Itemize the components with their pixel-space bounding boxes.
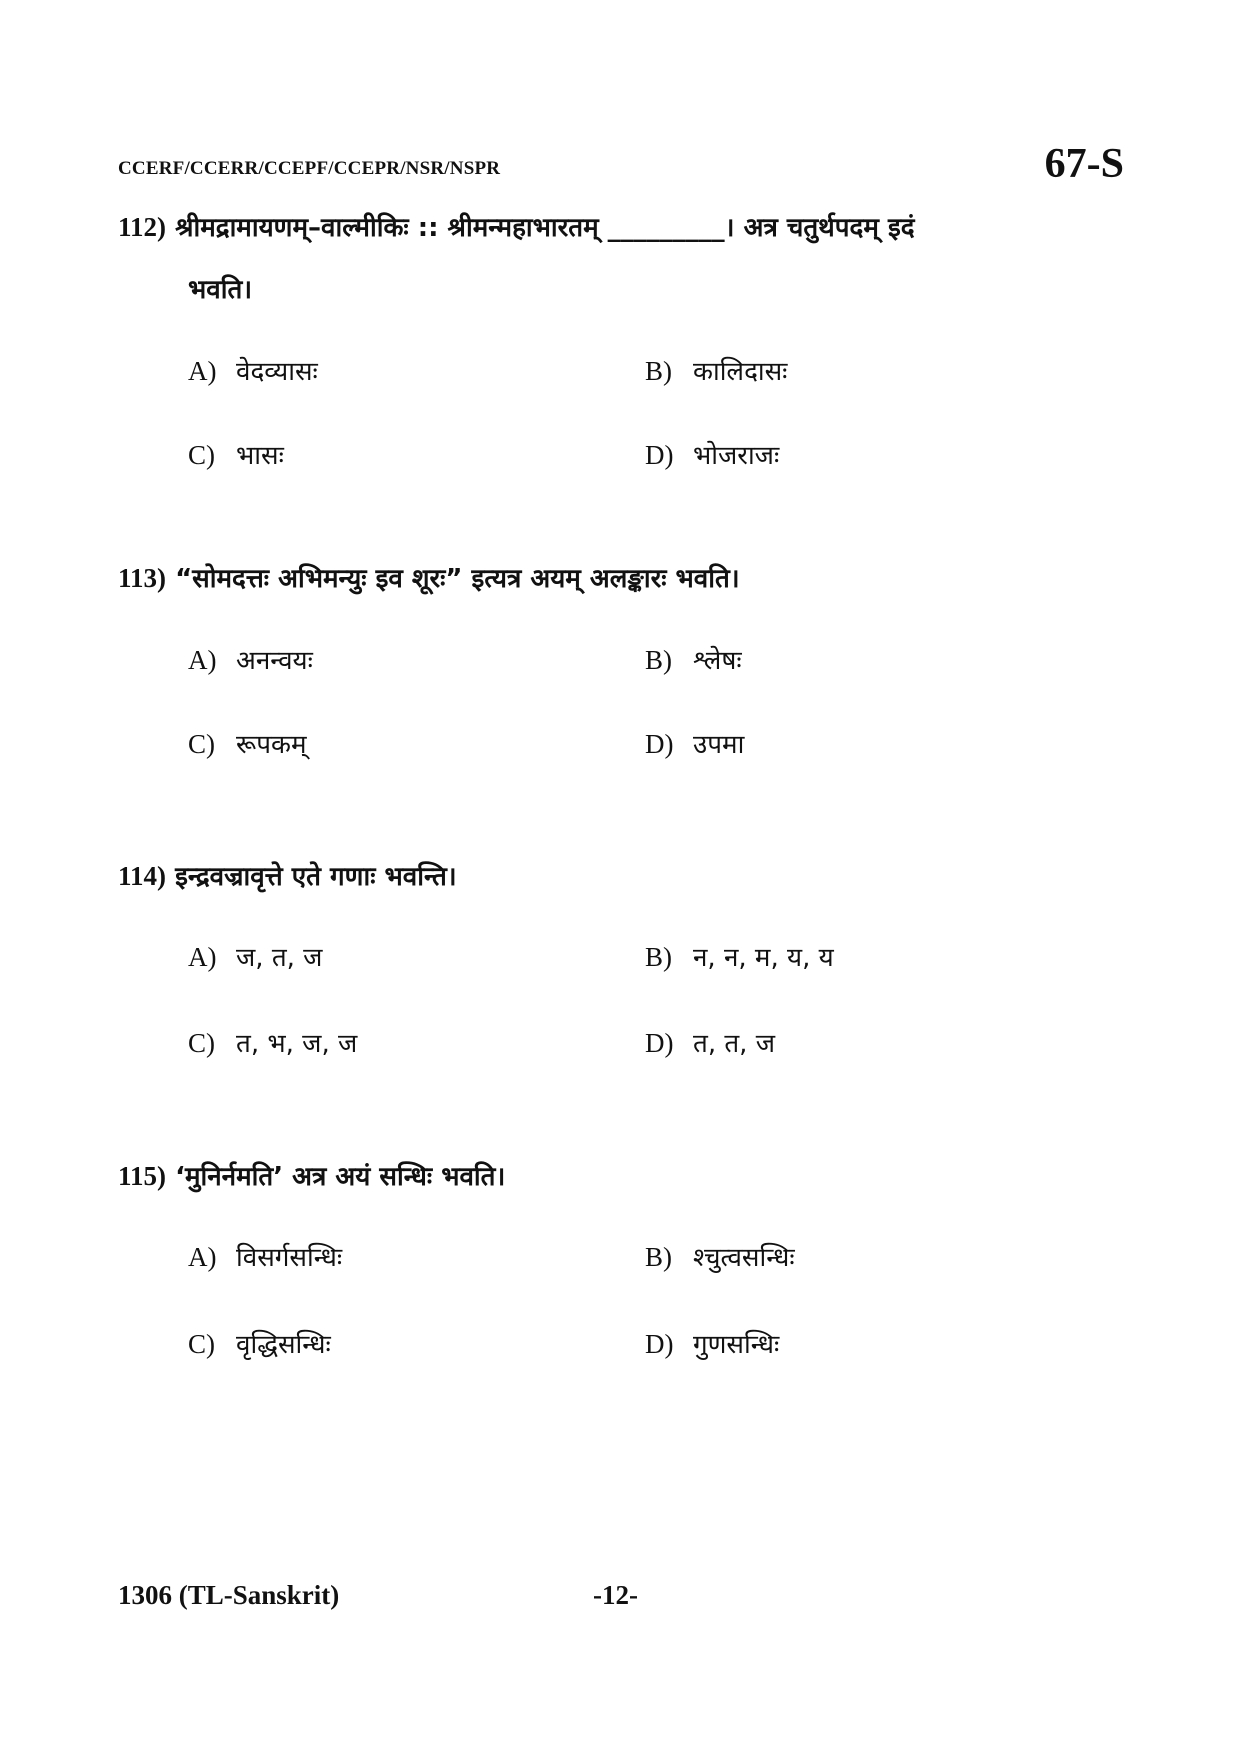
question-114: [118, 845, 1128, 908]
option-text: श्लेषः: [693, 646, 742, 676]
option-key: A): [188, 1242, 217, 1272]
option-115-a[interactable]: [188, 1238, 342, 1274]
option-112-b[interactable]: [645, 352, 787, 388]
option-112-a[interactable]: [188, 352, 318, 388]
option-key: C): [188, 440, 215, 470]
option-text: रूपकम्: [236, 730, 307, 760]
option-text: त, त, ज: [693, 1029, 775, 1059]
option-text: न, न, म, य, य: [693, 943, 834, 973]
question-115: [118, 1145, 1128, 1208]
option-113-d[interactable]: [645, 725, 744, 761]
question-text: इन्द्रवज्रावृत्ते एते गणाः भवन्ति।: [175, 862, 457, 892]
option-key: B): [645, 1242, 672, 1272]
option-text: श्चुत्वसन्धिः: [693, 1243, 795, 1273]
question-113: [118, 547, 1128, 610]
option-key: B): [645, 356, 672, 386]
option-key: C): [188, 729, 215, 759]
option-key: D): [645, 1028, 674, 1058]
option-114-c[interactable]: [188, 1024, 357, 1060]
option-114-a[interactable]: [188, 938, 322, 974]
option-key: A): [188, 356, 217, 386]
option-key: C): [188, 1329, 215, 1359]
page-number: -12-: [593, 1580, 638, 1610]
option-114-b[interactable]: [645, 938, 834, 974]
option-text: विसर्गसन्धिः: [236, 1243, 343, 1273]
option-text: अनन्वयः: [236, 646, 313, 676]
question-text: श्रीमद्रामायणम्–वाल्मीकिः :: श्रीमन्महाभारतम् _________। अत्र चतुर्थपदम् इदं: [175, 213, 915, 243]
option-114-d[interactable]: [645, 1024, 775, 1060]
booklet-code: 1306 (TL-Sanskrit): [118, 1580, 340, 1610]
option-112-c[interactable]: [188, 436, 284, 472]
question-number: 113): [118, 563, 167, 593]
option-112-d[interactable]: [645, 436, 779, 472]
option-key: D): [645, 440, 674, 470]
question-112: [118, 196, 1128, 321]
option-115-b[interactable]: [645, 1238, 795, 1274]
option-key: B): [645, 645, 672, 675]
option-text: वृद्धिसन्धिः: [236, 1330, 331, 1360]
option-key: C): [188, 1028, 215, 1058]
question-number: 112): [118, 212, 167, 242]
option-key: B): [645, 942, 672, 972]
option-text: उपमा: [693, 730, 745, 760]
question-text-continued: भवति।: [188, 275, 253, 305]
option-113-b[interactable]: [645, 641, 742, 677]
option-text: वेदव्यासः: [236, 357, 318, 387]
option-115-d[interactable]: [645, 1325, 779, 1361]
option-text: त, भ, ज, ज: [236, 1029, 358, 1059]
option-text: भासः: [236, 441, 284, 471]
option-113-a[interactable]: [188, 641, 313, 677]
question-number: 114): [118, 861, 167, 891]
paper-code: 67-S: [1044, 141, 1124, 187]
question-text: “सोमदत्तः अभिमन्युः इव शूरः” इत्यत्र अयम् अलङ्कारः भवति।: [175, 564, 740, 594]
option-text: कालिदासः: [693, 357, 788, 387]
option-text: ज, त, ज: [236, 943, 323, 973]
option-text: गुणसन्धिः: [693, 1330, 780, 1360]
option-115-c[interactable]: [188, 1325, 331, 1361]
option-113-c[interactable]: [188, 725, 307, 761]
option-key: D): [645, 1329, 674, 1359]
option-key: D): [645, 729, 674, 759]
option-text: भोजराजः: [693, 441, 780, 471]
option-key: A): [188, 645, 217, 675]
exam-codes: CCERF/CCERR/CCEPF/CCEPR/NSR/NSPR: [118, 158, 501, 179]
question-number: 115): [118, 1161, 167, 1191]
option-key: A): [188, 942, 217, 972]
question-text: ‘मुनिर्नमति’ अत्र अयं सन्धिः भवति।: [175, 1162, 506, 1192]
